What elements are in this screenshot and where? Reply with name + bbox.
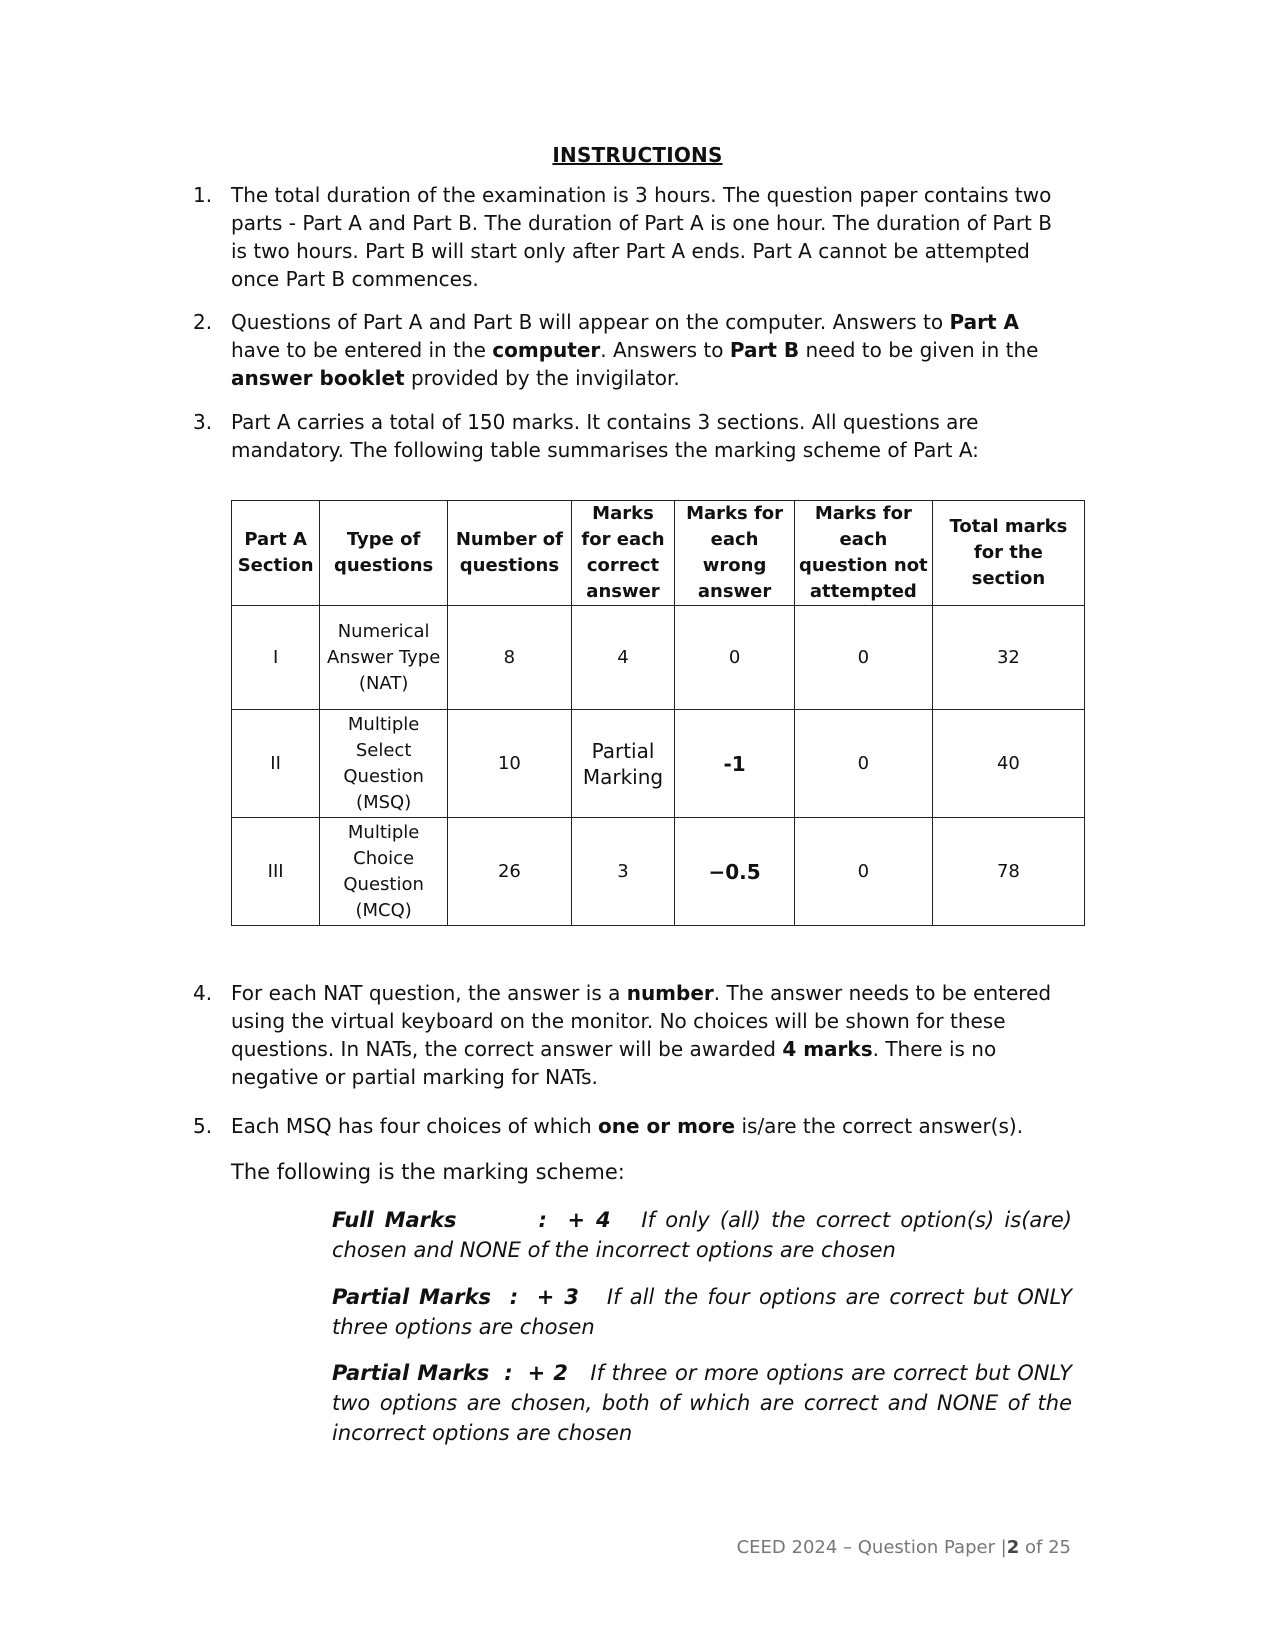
page-footer xyxy=(0,1537,1071,1558)
item-text xyxy=(231,181,1071,293)
cell-not-attempted: 0 xyxy=(794,710,932,818)
marking-rule xyxy=(332,1282,1072,1342)
text-run: . Answers to xyxy=(600,338,730,362)
item-text xyxy=(231,408,1071,464)
cell-total: 78 xyxy=(932,818,1084,926)
rule-description: If three or more options are correct but ONLY two options are chosen, both of which are correct and NONE of the incorrect options are chosen xyxy=(332,1361,1072,1445)
cell-number: 10 xyxy=(448,710,572,818)
rule-separator: : xyxy=(509,1285,519,1309)
item-text xyxy=(231,308,1071,392)
cell-wrong: −0.5 xyxy=(675,818,795,926)
cell-correct: Partial Marking xyxy=(571,710,674,818)
bold-text: one or more xyxy=(598,1114,736,1138)
text-run: need to be given in the xyxy=(799,338,1039,362)
footer-doc: CEED 2024 – Question Paper | xyxy=(736,1537,1007,1558)
bold-text: computer xyxy=(492,338,601,362)
rule-separator: : xyxy=(538,1208,547,1232)
cell-type: Multiple Select Question (MSQ) xyxy=(320,710,448,818)
page-title: INSTRUCTIONS xyxy=(552,143,723,167)
rule-separator: : xyxy=(504,1361,513,1385)
header-not-attempted: Marks for each question not attempted xyxy=(794,501,932,606)
text-run: . The answer needs to be entered using the virtual keyboard on the monitor. No choices will be shown for these questions. In NATs, the correct answer will be awarded xyxy=(231,981,1052,1061)
bold-text: number xyxy=(626,981,714,1005)
table-row xyxy=(232,818,1085,926)
text-run: provided by the invigilator. xyxy=(404,366,680,390)
item-text xyxy=(231,1112,1071,1140)
footer-total-pages: of 25 xyxy=(1025,1537,1071,1558)
item-number: 4. xyxy=(193,981,213,1005)
cell-not-attempted: 0 xyxy=(794,606,932,710)
bold-text: Part B xyxy=(729,338,800,362)
cell-type: Numerical Answer Type (NAT) xyxy=(320,606,448,710)
text-run: . There is no negative or partial marking for NATs. xyxy=(231,1037,997,1089)
rule-value: + 4 xyxy=(567,1208,611,1232)
cell-type: Multiple Choice Question (MCQ) xyxy=(320,818,448,926)
bold-text: answer booklet xyxy=(231,366,405,390)
text-run: For each NAT question, the answer is a xyxy=(231,981,627,1005)
cell-section: I xyxy=(232,606,320,710)
text-run: is/are the correct answer(s). xyxy=(735,1114,1024,1138)
header-total: Total marks for the section xyxy=(932,501,1084,606)
cell-correct: 4 xyxy=(571,606,674,710)
header-correct: Marks for each correct answer xyxy=(571,501,674,606)
marking-rule xyxy=(332,1358,1072,1448)
item-number: 2. xyxy=(193,310,213,334)
cell-section: III xyxy=(232,818,320,926)
text-run: have to be entered in the xyxy=(231,338,493,362)
footer-page-number: 2 xyxy=(1006,1537,1020,1558)
marking-scheme-table xyxy=(231,500,1085,926)
cell-wrong: 0 xyxy=(675,606,795,710)
rule-label: Partial Marks xyxy=(332,1285,492,1309)
cell-section: II xyxy=(232,710,320,818)
cell-number: 26 xyxy=(448,818,572,926)
table-row xyxy=(232,710,1085,818)
text-run: Questions of Part A and Part B will appear on the computer. Answers to xyxy=(231,310,950,334)
rule-value: + 2 xyxy=(527,1361,568,1385)
header-number: Number of questions xyxy=(448,501,572,606)
rule-label: Full Marks xyxy=(332,1208,457,1232)
text-run: Part A carries a total of 150 marks. It contains 3 sections. All questions are mandatory. The following table summarises the marking scheme of Part A: xyxy=(231,410,979,462)
rule-description: If only (all) the correct option(s) is(are) chosen and NONE of the incorrect options are chosen xyxy=(332,1208,1072,1262)
item-number: 5. xyxy=(193,1114,213,1138)
rule-label: Partial Marks xyxy=(332,1361,490,1385)
header-section: Part A Section xyxy=(232,501,320,606)
marking-rule xyxy=(332,1205,1072,1265)
item-number: 1. xyxy=(193,183,213,207)
item-text xyxy=(231,979,1071,1091)
table-row xyxy=(232,606,1085,710)
rule-value: + 3 xyxy=(536,1285,579,1309)
cell-wrong: -1 xyxy=(675,710,795,818)
cell-total: 40 xyxy=(932,710,1084,818)
header-wrong: Marks for each wrong answer xyxy=(675,501,795,606)
text-run: Each MSQ has four choices of which xyxy=(231,1114,599,1138)
table-header-row xyxy=(232,501,1085,606)
cell-number: 8 xyxy=(448,606,572,710)
text-run: The total duration of the examination is 3 hours. The question paper contains two parts - Part A and Part B. The duration of Part A is one hour. The duration of Part B is two hours. Part B will start only after Part A ends. Part A cannot be attempted once Part B commences. xyxy=(231,183,1052,291)
bold-text: 4 marks xyxy=(782,1037,873,1061)
marking-scheme-lead: The following is the marking scheme: xyxy=(231,1160,625,1184)
item-number: 3. xyxy=(193,410,213,434)
cell-total: 32 xyxy=(932,606,1084,710)
bold-text: Part A xyxy=(949,310,1019,334)
header-type: Type of questions xyxy=(320,501,448,606)
cell-correct: 3 xyxy=(571,818,674,926)
rule-description: If all the four options are correct but ONLY three options are chosen xyxy=(332,1285,1072,1339)
cell-not-attempted: 0 xyxy=(794,818,932,926)
